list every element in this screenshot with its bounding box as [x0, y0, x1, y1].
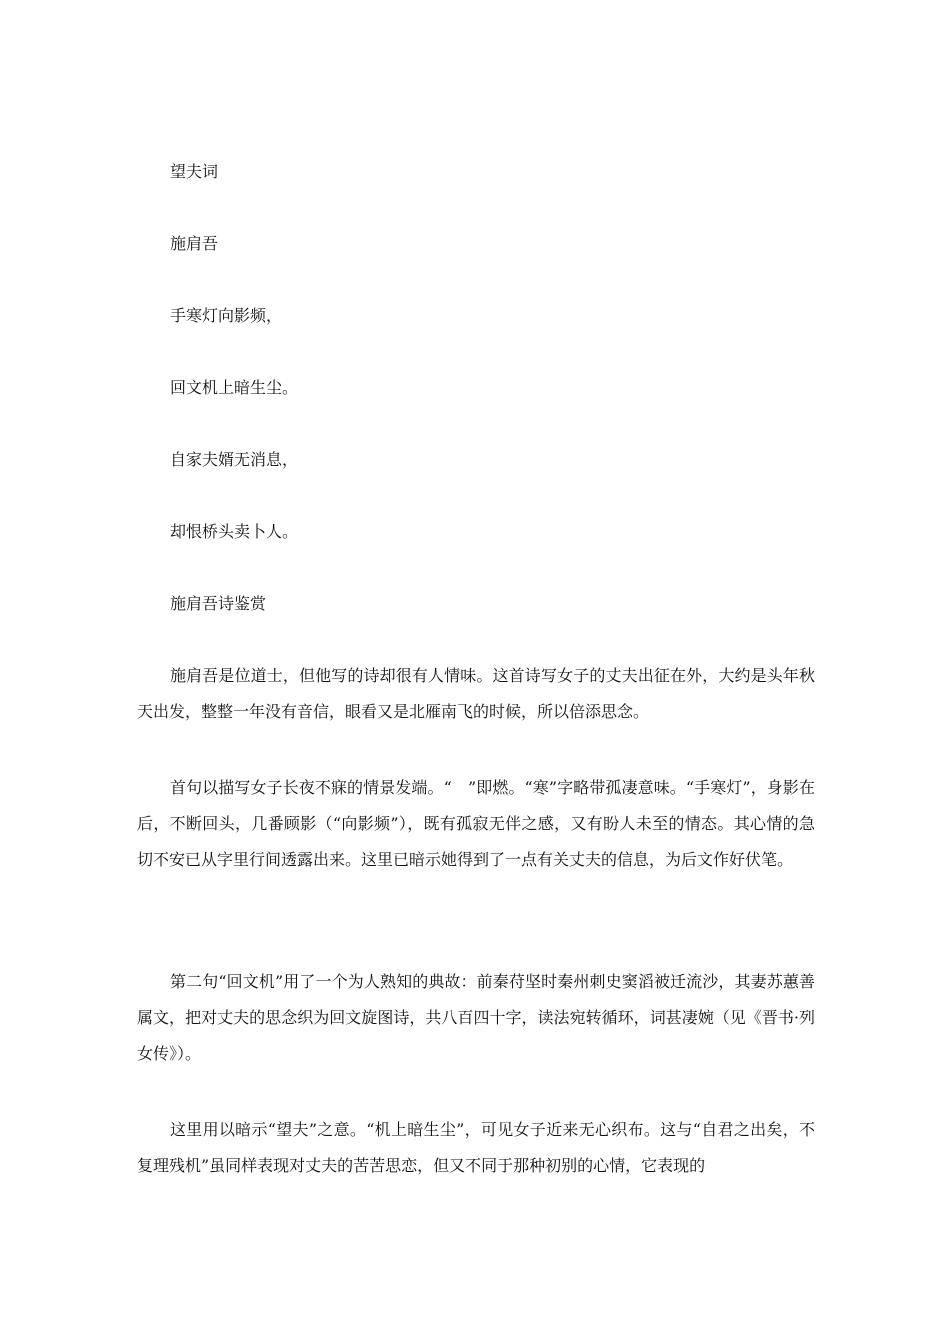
poem-line-1: 手寒灯向影频，: [170, 306, 283, 325]
poem-line-2: 回文机上暗生尘。: [170, 378, 299, 397]
commentary-paragraph-1: 施肩吾是位道士，但他写的诗却很有人情味。这首诗写女子的丈夫出征在外，大约是头年秋天出发，整整一年没有音信，眼看又是北雁南飞的时候，所以倍添思念。: [137, 666, 815, 721]
commentary-paragraph-3: 第二句“回文机”用了一个为人熟知的典故：前秦苻坚时秦州刺史窦滔被迁流沙，其妻苏蕙善属文，把对丈夫的思念织为回文旋图诗，共八百四十字，读法宛转循环，词甚凄婉（见《晋书·列女传》）。: [137, 972, 815, 1063]
poem-line-3: 自家夫婿无消息，: [170, 450, 299, 469]
commentary-paragraph-2: 首句以描写女子长夜不寐的情景发端。“ ”即燃。“寒”字略带孤凄意味。“手寒灯”，身影在后，不断回头，几番顾影（“向影频”），既有孤寂无伴之感，又有盼人未至的情态。其心情的急切不安已从字里行间透露出来。这里已暗示她得到了一点有关丈夫的信息，为后文作好伏笔。: [137, 778, 815, 869]
poem-line-4: 却恨桥头卖卜人。: [170, 522, 299, 541]
poem-author: 施肩吾: [170, 234, 219, 253]
commentary-heading: 施肩吾诗鉴赏: [170, 594, 267, 613]
commentary-paragraph-4: 这里用以暗示“望夫”之意。“机上暗生尘”，可见女子近来无心织布。这与“自君之出矣，不复理残机”虽同样表现对丈夫的苦苦思恋，但又不同于那种初别的心情，它表现的: [137, 1120, 815, 1175]
poem-title: 望夫词: [170, 162, 219, 181]
